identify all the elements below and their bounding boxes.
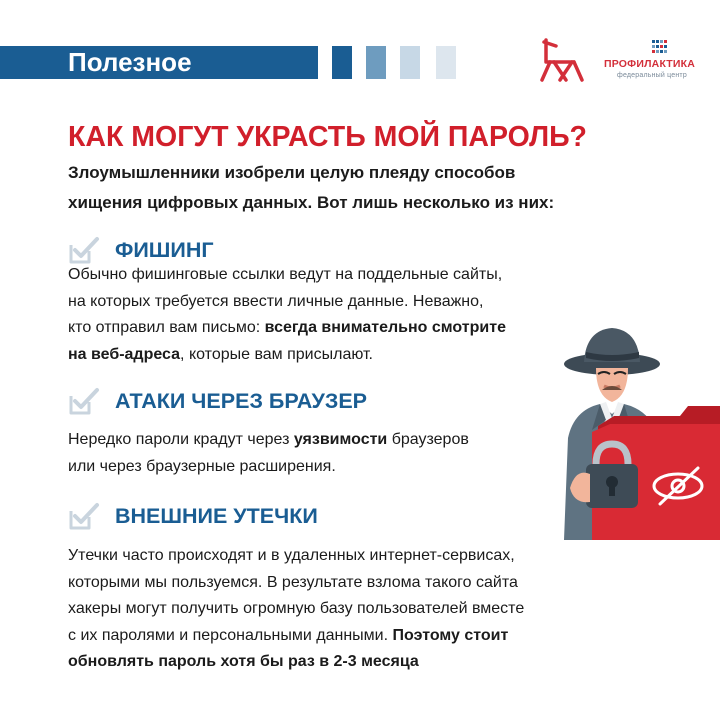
- text-span: кто отправил вам письмо:: [68, 319, 265, 336]
- decor-square: [366, 46, 386, 79]
- text-line: Утечки часто происходят и в удаленных интернет-сервисах,: [68, 547, 515, 564]
- text-line: хакеры могут получить огромную базу пользователей вместе: [68, 600, 525, 617]
- checkmark-icon: [68, 236, 100, 264]
- text-span: браузеров: [387, 431, 469, 448]
- section-title-phishing: ФИШИНГ: [115, 238, 214, 262]
- text-line: [68, 342, 506, 369]
- bold-text: на веб-адреса: [68, 345, 181, 363]
- text-line: или через браузерные расширения.: [68, 457, 336, 475]
- logo-subtitle: федеральный центр: [617, 72, 687, 79]
- decor-square: [436, 46, 456, 79]
- bold-text: уязвимости: [293, 431, 388, 448]
- text-line: которыми мы пользуемся. В результате взлома такого сайта: [68, 573, 518, 591]
- text-line: [68, 649, 524, 676]
- spy-with-folder-and-padlock-icon: [540, 318, 720, 540]
- text-line: [68, 315, 506, 342]
- grid-icon: [652, 40, 668, 54]
- decor-square: [332, 46, 352, 79]
- bold-text: всегда внимательно смотрите: [264, 319, 506, 336]
- section-title-external-leaks: ВНЕШНИЕ УТЕЧКИ: [115, 504, 318, 528]
- page-title: КАК МОГУТ УКРАСТЬ МОЙ ПАРОЛЬ?: [68, 121, 587, 153]
- bold-text: обновлять пароль хотя бы раз в 2-3 месяца: [68, 653, 419, 670]
- section-body-browser-attacks: [68, 427, 469, 480]
- section-body-external-leaks: [68, 543, 524, 676]
- text-span: , которые вам присылают.: [180, 345, 373, 363]
- text-line: Обычно фишинговые ссылки ведут на поддельные сайты,: [68, 266, 503, 283]
- checkmark-icon: [68, 387, 100, 415]
- chair-icon: [538, 36, 586, 84]
- intro-line: Злоумышленники изобрели целую плеяду способов: [68, 163, 516, 182]
- checkmark-icon: [68, 502, 100, 530]
- header-title: Полезное: [68, 47, 192, 77]
- text-span: Нередко пароли крадут через: [68, 431, 294, 448]
- decor-square: [400, 46, 420, 79]
- intro-line: хищения цифровых данных. Вот лишь несколько из них:: [68, 193, 555, 212]
- section-title-browser-attacks: АТАКИ ЧЕРЕЗ БРАУЗЕР: [115, 389, 368, 413]
- intro-text: [68, 158, 668, 218]
- text-line: [68, 623, 524, 650]
- logo-name: ПРОФИЛАКТИКА: [604, 58, 696, 70]
- bold-text: Поэтому стоит: [392, 626, 509, 644]
- text-span: с их паролями и персональными данными.: [68, 626, 393, 644]
- text-line: [68, 427, 469, 454]
- section-body-phishing: [68, 262, 506, 368]
- text-line: на которых требуется ввести личные данные. Неважно,: [68, 292, 484, 310]
